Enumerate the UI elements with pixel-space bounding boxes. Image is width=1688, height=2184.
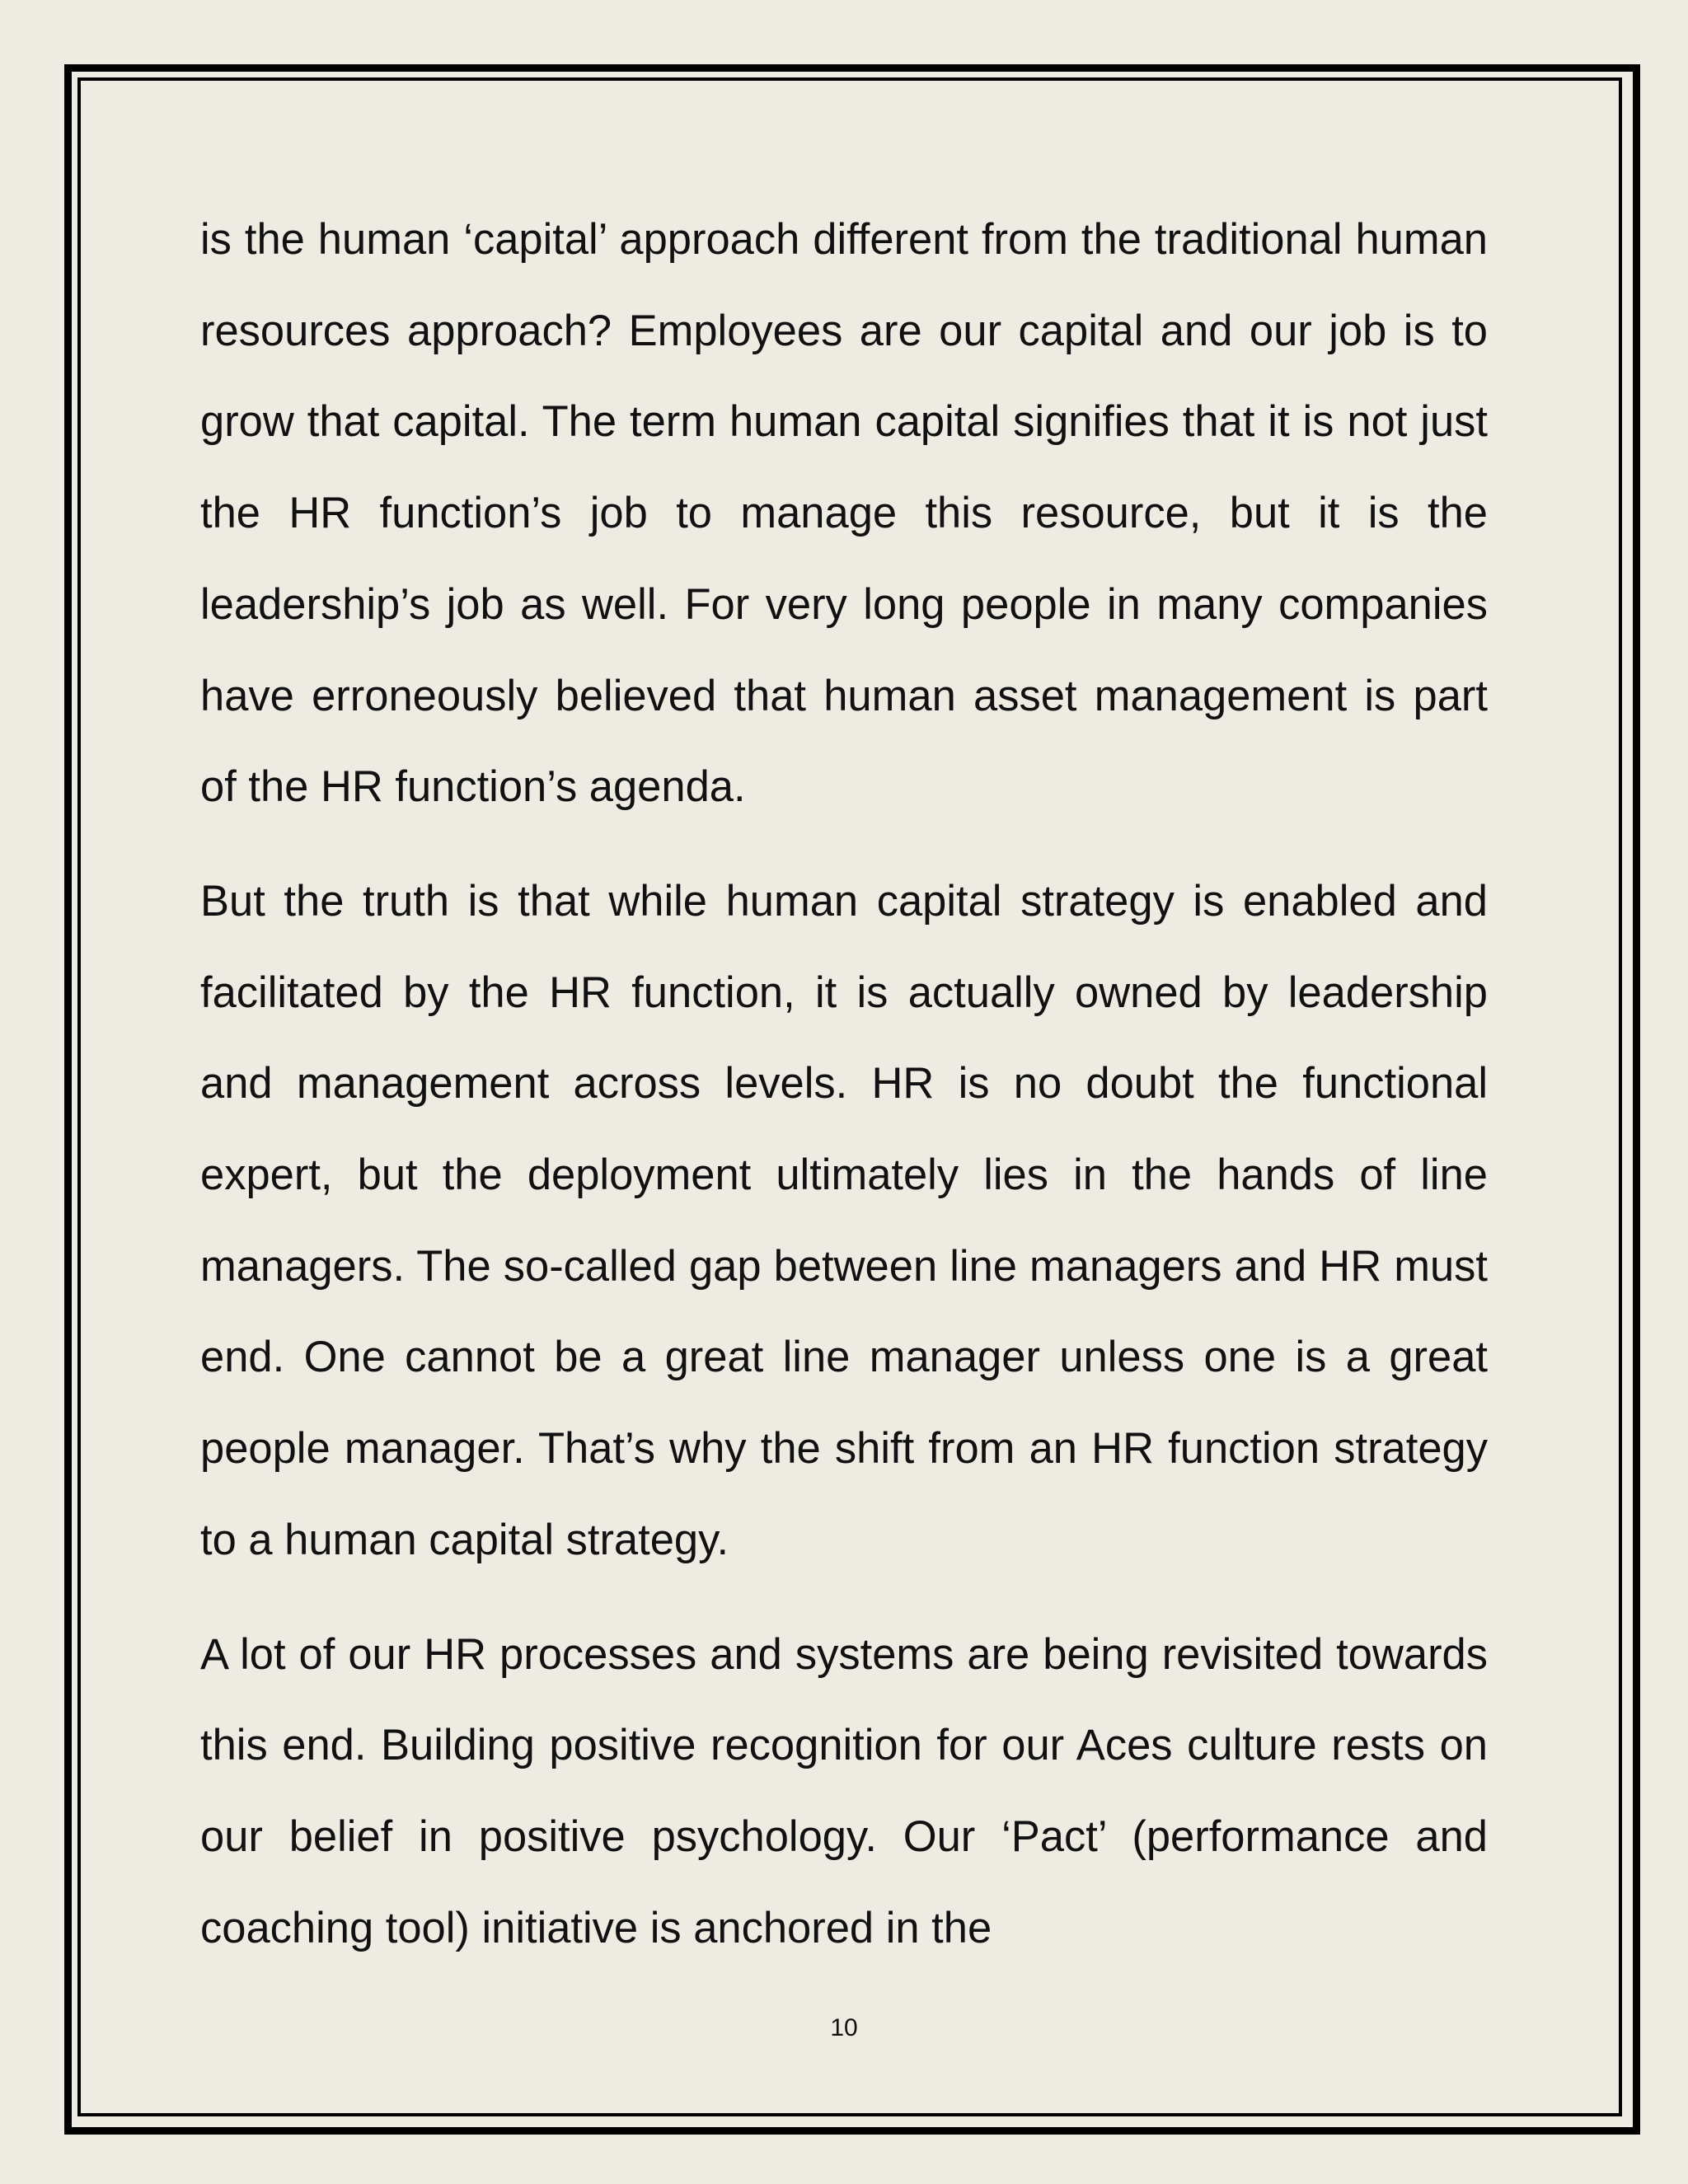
page-body	[200, 194, 1488, 1997]
paragraph-3: A lot of our HR processes and systems are being revisited towards this end. Building positive recognition for our Aces culture rests on our belief in positive psychology. Our ‘Pact’ (performance and coaching tool) initiative is anchored in the	[200, 1629, 1488, 1952]
page-number: 10	[830, 2014, 858, 2041]
paragraph-2: But the truth is that while human capital strategy is enabled and facilitated by the HR function, it is actually owned by leadership and management across levels. HR is no doubt the functional expert, but the deployment ultimately lies in the hands of line managers. The so-called gap between line managers and HR must end. One cannot be a great line manager unless one is a great people manager. That’s why the shift from an HR function strategy to a human capital strategy.	[200, 876, 1488, 1564]
paragraph-1: is the human ‘capital’ approach different from the traditional human resources approach? Employees are our capital and our job is to grow that capital. The term human capital signifies that it is not just the HR function’s job to manage this resource, but it is the leadership’s job as well. For very long people in many companies have erroneously believed that human asset management is part of the HR function’s agenda.	[200, 215, 1488, 812]
